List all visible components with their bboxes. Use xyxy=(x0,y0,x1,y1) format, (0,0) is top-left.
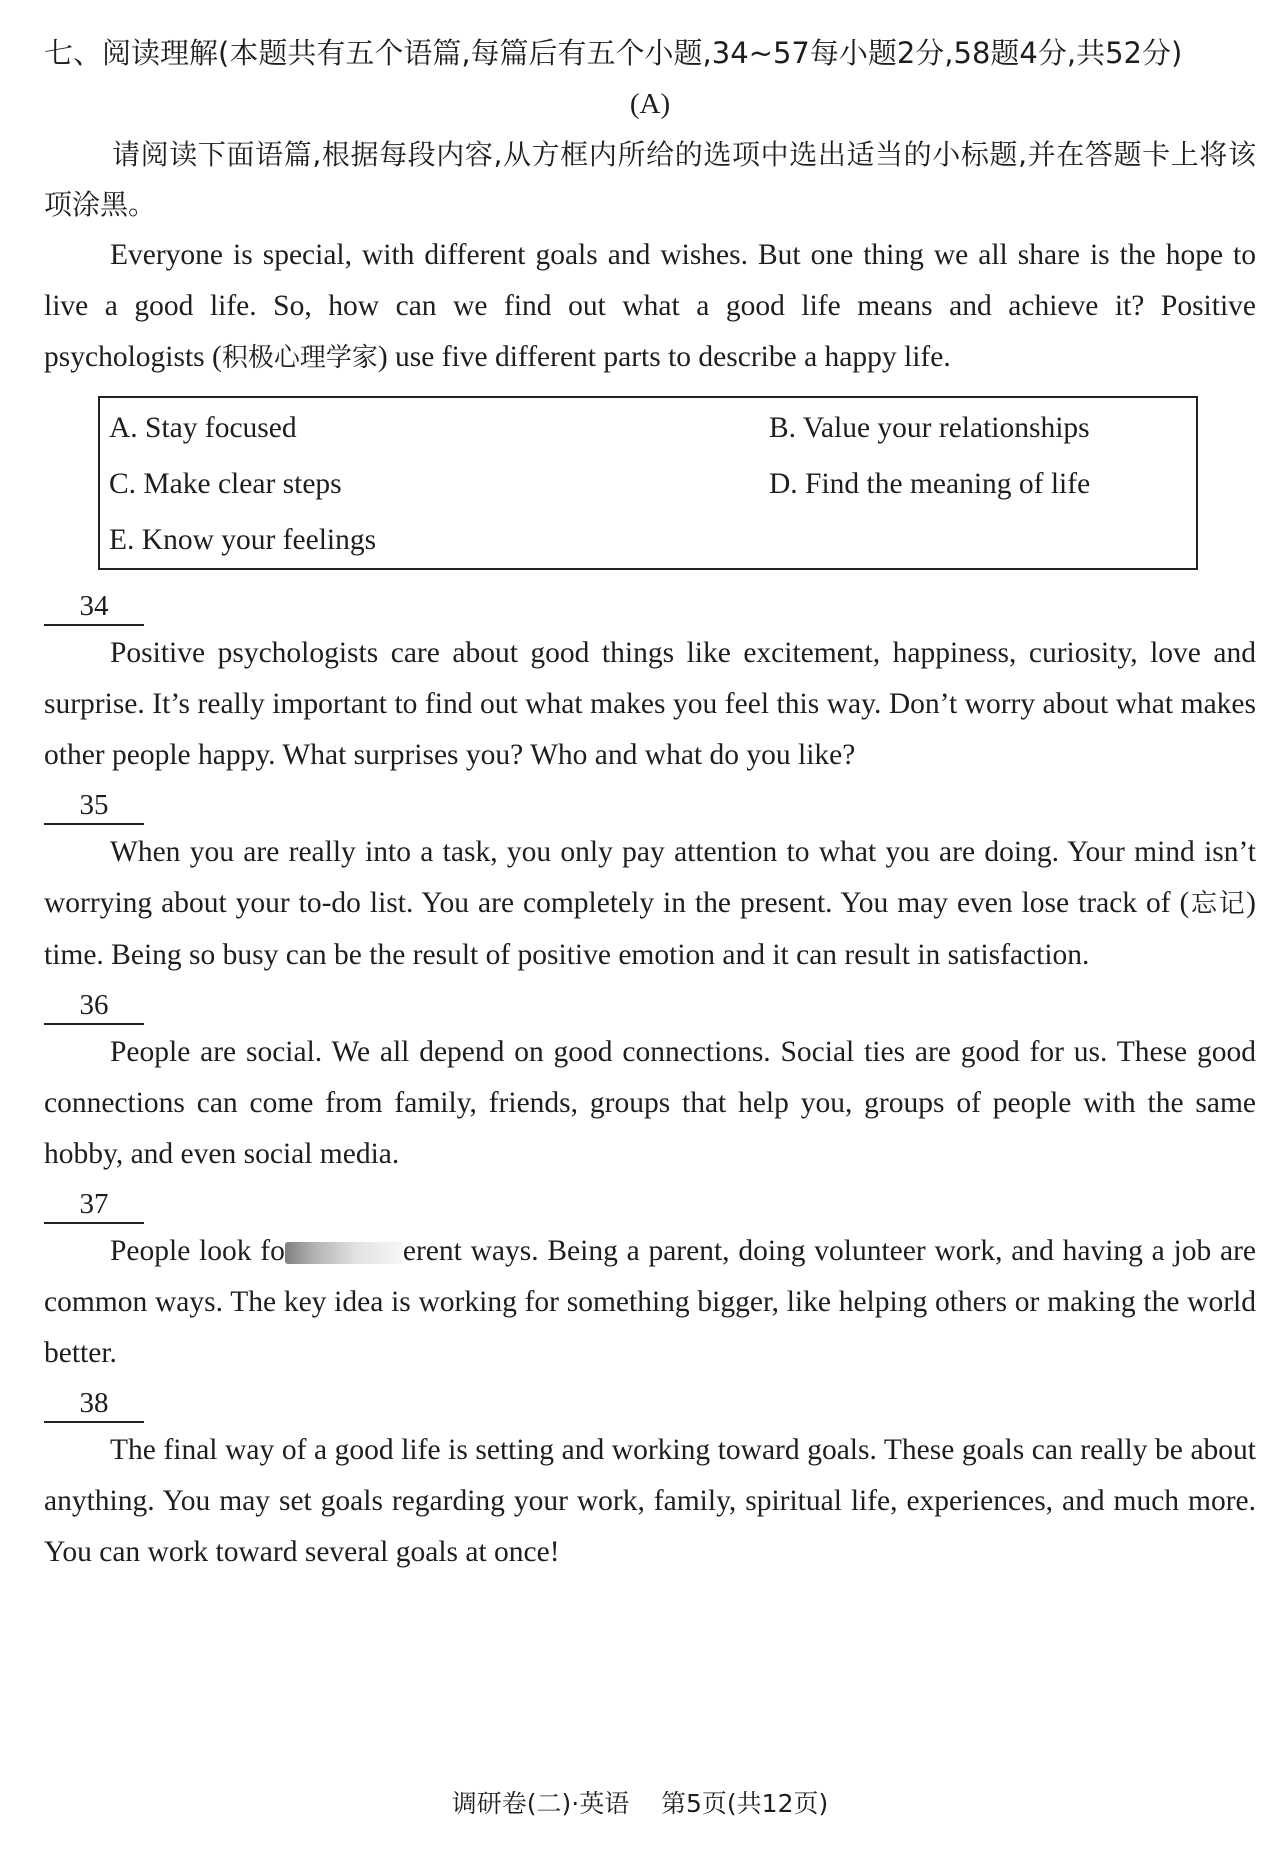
question-blank-38: 38 xyxy=(44,1385,144,1423)
options-box xyxy=(98,396,1198,570)
paragraph-35 xyxy=(44,827,1256,981)
paragraph-37-after: erent ways. Being a parent, doing volunteer work, and having a job are common ways. The key idea is working for something bigger, like helping others or making the world better. xyxy=(44,1235,1256,1369)
question-blank-34: 34 xyxy=(44,588,144,626)
paragraph-37-before: People look fo xyxy=(110,1235,285,1267)
paragraph-38: The final way of a good life is setting and working toward goals. These goals can really be about anything. You may set goals regarding your work, family, spiritual life, experiences, and much more. You can work toward several goals at once! xyxy=(44,1434,1256,1568)
paragraph-36: People are social. We all depend on good connections. Social ties are good for us. These good connections can come from family, friends, groups that help you, groups of people with the same hobby, and even social media. xyxy=(44,1036,1256,1170)
option-e: E. Know your feelings xyxy=(109,524,377,556)
option-c: C. Make clear steps xyxy=(109,468,342,500)
option-d: D. Find the meaning of life xyxy=(769,468,1091,500)
question-blank-36: 36 xyxy=(44,987,144,1025)
intro-text-before: Everyone is special, with different goals and wishes. But one thing we all share is the hope to live a good life. So, how can we find out what a good life means and achieve it? Positive psychologists ( xyxy=(44,239,1256,373)
question-blank-37: 37 xyxy=(44,1186,144,1224)
option-a: A. Stay focused xyxy=(109,412,297,444)
paragraph-34: Positive psychologists care about good things like excitement, happiness, curiosity, love and surprise. It’s really important to find out what makes you feel this way. Don’t worry about what makes other people happy. What surprises you? Who and what do you like? xyxy=(44,637,1256,771)
question-blank-row xyxy=(44,1180,1256,1226)
section-title: 七、阅读理解(本题共有五个语篇,每篇后有五个小题,34~57每小题2分,58题4分,共52分) xyxy=(44,36,1183,70)
question-blank-row xyxy=(44,781,1256,827)
intro-paragraph xyxy=(44,230,1256,384)
obscured-text-smudge xyxy=(285,1242,403,1264)
paragraph-37 xyxy=(44,1226,1256,1379)
question-blank-row xyxy=(44,1379,1256,1425)
question-blank-35: 35 xyxy=(44,787,144,825)
passage-label: (A) xyxy=(629,88,671,120)
option-b: B. Value your relationships xyxy=(769,412,1090,444)
paragraph-35-before: When you are really into a task, you only pay attention to what you are doing. Your mind isn’t worrying about your to-do list. You are completely in the present. You may even lose track of ( xyxy=(44,836,1256,919)
paragraph-35-chinese-gloss: 忘记 xyxy=(1189,889,1247,919)
instruction-text: 请阅读下面语篇,根据每段内容,从方框内所给的选项中选出适当的小标题,并在答题卡上将该项涂黑。 xyxy=(44,138,1256,221)
intro-chinese-gloss: 积极心理学家 xyxy=(221,343,378,373)
intro-text-after: ) use five different parts to describe a happy life. xyxy=(377,341,951,373)
exam-page xyxy=(44,28,1256,1578)
question-blank-row xyxy=(44,582,1256,628)
question-blank-row xyxy=(44,981,1256,1027)
page-footer: 调研卷(二)·英语 第5页(共12页) xyxy=(451,1789,829,1818)
paragraph-35-after: ) time. Being so busy can be the result of positive emotion and it can result in satisfaction. xyxy=(44,887,1256,971)
